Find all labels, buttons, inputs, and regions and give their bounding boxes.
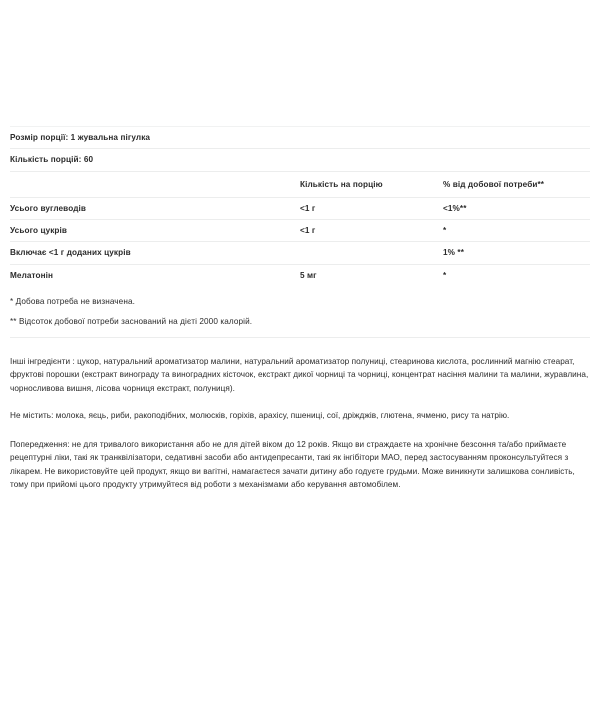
- nutrient-amount: <1 г: [300, 220, 443, 242]
- column-header-amount-per-serving: Кількість на порцію: [300, 171, 443, 197]
- warning-text: Попередження: не для тривалого використання або не для дітей віком до 12 років. Якщо ви страждаєте на хронічне безсоння та/або приймаєте рецептурні ліки, такі як транквілізатори, седативні засоби або антидепресанти, такі як інгібітори МАО, перед застосуванням проконсультуйтеся з лікарем. Не використовуйте цей продукт, якщо ви вагітні, намагаєтеся зачати дитину або годуєте грудьми. Може виникнути залишкова сонливість, тому при прийомі цього продукту утримуйтеся від роботи з механізмами або керування автомобілем.: [10, 440, 575, 490]
- table-row: [10, 242, 590, 264]
- other-ingredients-text: Інші інгредієнти : цукор, натуральний ароматизатор малини, натуральний ароматизатор полуниці, стеаринова кислота, рослинний магнію стеарат, фруктові порошки (екстракт винограду та виноградних кісточок, екстракт дикої чорниці та чорниці, концентрат насіння малини та малини, журавлина, чорносливова вишня, лісова чорниця екстракт, полуниця).: [10, 357, 589, 393]
- nutrient-name: Мелатонін: [10, 264, 300, 286]
- servings-per-container-label: Кількість порцій: 60: [10, 149, 590, 171]
- nutrient-name: Усього цукрів: [10, 220, 300, 242]
- nutrient-name: Включає <1 г доданих цукрів: [10, 242, 300, 264]
- table-row: [10, 264, 590, 286]
- serving-size-label: Розмір порції: 1 жувальна пігулка: [10, 127, 590, 149]
- nutrient-amount: <1 г: [300, 197, 443, 219]
- servings-per-container-row: [10, 149, 590, 171]
- column-header-percent-daily-value: % від добової потреби**: [443, 171, 590, 197]
- table-header-row: [10, 171, 590, 197]
- nutrient-daily-value: *: [443, 264, 590, 286]
- column-header-name: [10, 171, 300, 197]
- supplement-facts-panel: [0, 126, 600, 491]
- allergen-free-text: Не містить: молока, яєць, риби, ракоподібних, молюсків, горіхів, арахісу, пшениці, сої, дріжджів, глютена, ячменю, рису та натрію.: [10, 410, 510, 420]
- table-row: [10, 220, 590, 242]
- nutrient-daily-value: <1%**: [443, 197, 590, 219]
- footnote-daily-value-not-established: * Добова потреба не визначена.: [10, 296, 135, 306]
- nutrient-amount: 5 мг: [300, 264, 443, 286]
- footnote-percent-daily-value-basis: ** Відсоток добової потреби заснований на дієті 2000 калорій.: [10, 317, 253, 327]
- nutrient-daily-value: *: [443, 220, 590, 242]
- supplement-facts-table: [10, 126, 590, 286]
- footnotes-section: [10, 286, 590, 338]
- serving-size-row: [10, 127, 590, 149]
- nutrient-name: Усього вуглеводів: [10, 197, 300, 219]
- nutrient-daily-value: 1% **: [443, 242, 590, 264]
- table-row: [10, 197, 590, 219]
- nutrient-amount: [300, 242, 443, 264]
